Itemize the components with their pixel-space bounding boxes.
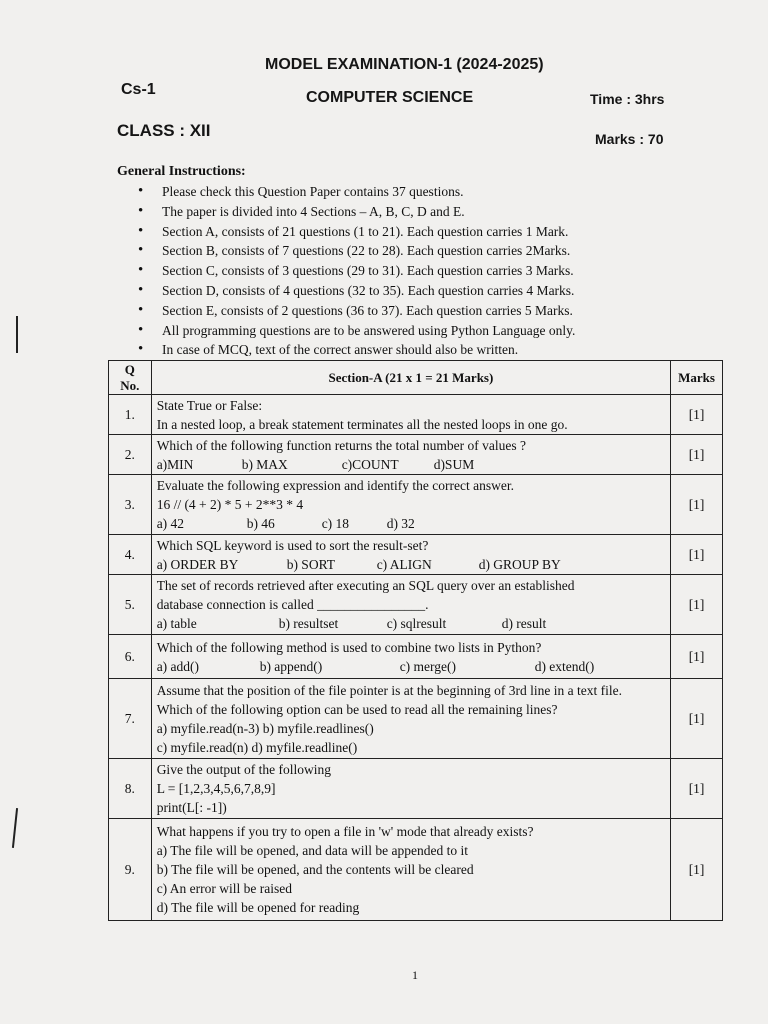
scan-mark [16, 316, 18, 353]
option-c: c) merge() [399, 658, 457, 674]
instruction-item: • In case of MCQ, text of the correct answer should also be written. [138, 340, 575, 360]
instruction-item: • Please check this Question Paper contains 37 questions. [138, 182, 575, 202]
option-c: c) sqlresult [386, 616, 447, 631]
question-number: 1. [109, 395, 152, 435]
instruction-item: • Section E, consists of 2 questions (36 to 37). Each question carries 5 Marks. [138, 301, 575, 321]
question-text [151, 435, 670, 475]
instruction-item: • The paper is divided into 4 Sections – A, B, C, D and E. [138, 202, 575, 222]
question-line: Which SQL keyword is used to sort the result-set? [156, 537, 429, 553]
instructions-heading: General Instructions: [117, 164, 246, 179]
question-line: The set of records retrieved after executing an SQL query over an established [156, 578, 575, 593]
question-number: 7. [109, 679, 152, 759]
question-line: State True or False: [156, 397, 263, 413]
instruction-item: • Section A, consists of 21 questions (1 to 21). Each question carries 1 Mark. [138, 222, 575, 242]
question-number: 3. [109, 475, 152, 535]
question-marks: [1] [671, 575, 723, 635]
instruction-item: • All programming questions are to be answered using Python Language only. [138, 321, 575, 341]
question-marks: [1] [671, 435, 723, 475]
question-options [157, 555, 665, 574]
question-line: Which of the following method is used to combine two lists in Python? [156, 639, 542, 655]
question-line: d) The file will be opened for reading [156, 900, 360, 915]
question-line: Which of the following option can be used to read all the remaining lines? [156, 701, 558, 717]
question-line: What happens if you try to open a file in 'w' mode that already exists? [156, 824, 534, 839]
option-c: c)COUNT [341, 456, 399, 472]
question-rows [109, 395, 723, 921]
class-label: CLASS : XII [117, 121, 211, 140]
option-a: a) add() [156, 658, 200, 674]
option-c: c) ALIGN [376, 556, 432, 572]
option-d: d) GROUP BY [478, 556, 561, 572]
option-c: c) 18 [321, 516, 350, 531]
instruction-item: • Section D, consists of 4 questions (32 to 35). Each question carries 4 Marks. [138, 281, 575, 301]
instructions-list [138, 182, 575, 360]
question-marks: [1] [671, 679, 723, 759]
question-marks: [1] [671, 759, 723, 819]
question-line: a) The file will be opened, and data will be appended to it [156, 843, 468, 858]
question-line: Evaluate the following expression and identify the correct answer. [156, 478, 514, 493]
marks-label: Marks : 70 [595, 131, 664, 147]
question-text [151, 635, 670, 679]
question-row [109, 535, 723, 575]
question-number: 5. [109, 575, 152, 635]
question-text [151, 575, 670, 635]
paper-code: Cs-1 [121, 81, 156, 98]
question-row [109, 435, 723, 475]
question-row [109, 819, 723, 921]
option-d: d) 32 [386, 516, 415, 531]
question-row [109, 679, 723, 759]
question-options [157, 455, 665, 474]
question-row [109, 575, 723, 635]
question-number: 9. [109, 819, 152, 921]
question-line: c) An error will be raised [156, 881, 293, 896]
instruction-item: • Section B, consists of 7 questions (22 to 28). Each question carries 2Marks. [138, 241, 575, 261]
question-line: a) myfile.read(n-3) b) myfile.readlines() [156, 720, 374, 736]
option-b: b) SORT [286, 556, 336, 572]
option-b: b) append() [259, 658, 323, 674]
question-marks: [1] [671, 819, 723, 921]
question-line: Give the output of the following [156, 762, 332, 777]
instruction-item: • Section C, consists of 3 questions (29 to 31). Each question carries 3 Marks. [138, 261, 575, 281]
col-marks-header: Marks [671, 361, 723, 395]
question-line: L = [1,2,3,4,5,6,7,8,9] [156, 781, 276, 796]
question-text [151, 535, 670, 575]
option-d: d)SUM [433, 456, 475, 472]
question-options [157, 614, 665, 633]
option-a: a) ORDER BY [156, 556, 239, 572]
question-line: Assume that the position of the file pointer is at the beginning of 3rd line in a text file. [156, 682, 622, 698]
question-line: b) The file will be opened, and the contents will be cleared [156, 862, 474, 877]
question-text [151, 819, 670, 921]
section-header: Section-A (21 x 1 = 21 Marks) [151, 361, 670, 395]
question-text [151, 475, 670, 535]
option-b: b) MAX [241, 456, 288, 472]
option-d: d) extend() [534, 658, 595, 674]
option-a: a) 42 [156, 516, 185, 531]
question-number: 6. [109, 635, 152, 679]
question-marks: [1] [671, 395, 723, 435]
question-row [109, 759, 723, 819]
question-line: database connection is called ________________. [156, 597, 429, 612]
question-number: 4. [109, 535, 152, 575]
subject-title: COMPUTER SCIENCE [306, 89, 474, 106]
time-label: Time : 3hrs [590, 91, 665, 107]
exam-title: MODEL EXAMINATION-1 (2024-2025) [265, 56, 544, 73]
option-b: b) resultset [278, 616, 339, 631]
question-number: 2. [109, 435, 152, 475]
scan-mark [12, 808, 18, 848]
page-number: 1 [412, 968, 418, 982]
question-text [151, 759, 670, 819]
question-number: 8. [109, 759, 152, 819]
question-text [151, 679, 670, 759]
question-line: print(L[: -1]) [156, 800, 227, 815]
question-table [108, 360, 723, 921]
question-marks: [1] [671, 535, 723, 575]
option-a: a)MIN [156, 456, 194, 472]
question-line: c) myfile.read(n) d) myfile.readline() [156, 739, 358, 755]
option-b: b) 46 [246, 516, 275, 531]
question-options [157, 514, 665, 533]
option-d: d) result [501, 616, 547, 631]
question-line: Which of the following function returns the total number of values ? [156, 437, 526, 453]
option-a: a) table [156, 616, 197, 631]
question-text [151, 395, 670, 435]
question-row [109, 635, 723, 679]
col-qno-header: Q No. [109, 361, 152, 395]
question-marks: [1] [671, 635, 723, 679]
question-row [109, 395, 723, 435]
question-marks: [1] [671, 475, 723, 535]
question-row [109, 475, 723, 535]
question-line: In a nested loop, a break statement terminates all the nested loops in one go. [156, 416, 568, 432]
question-options [157, 657, 665, 676]
question-line: 16 // (4 + 2) * 5 + 2**3 * 4 [156, 497, 304, 512]
